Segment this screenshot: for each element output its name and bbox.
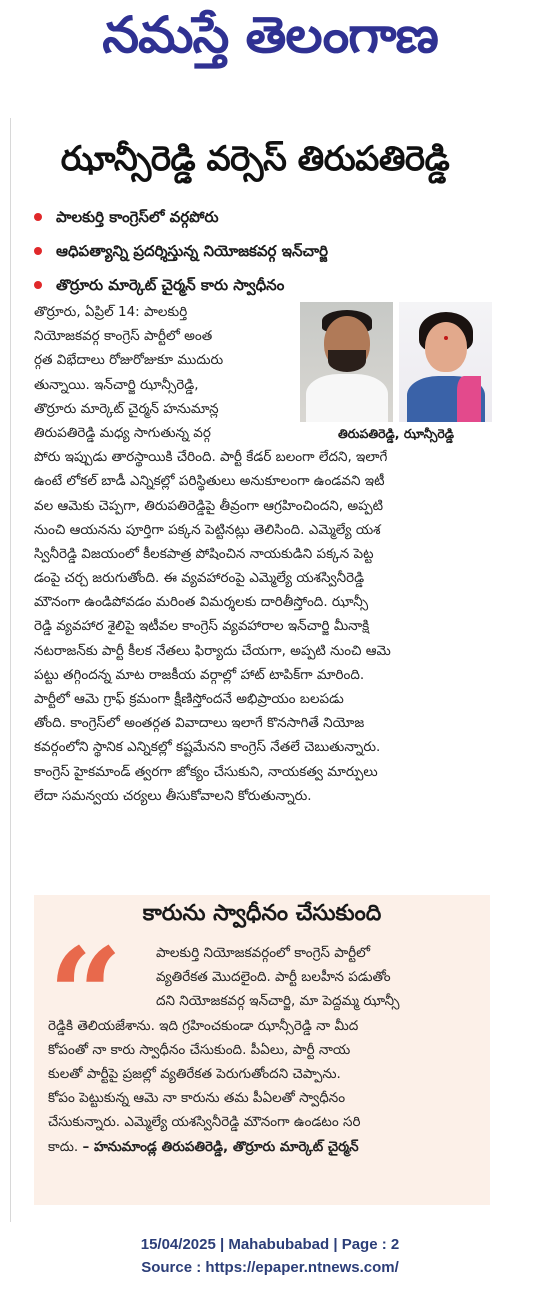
quote-last-line-prefix: కాదు.: [48, 1138, 79, 1155]
quote-line: పాలకుర్తి నియోజకవర్గంలో కాంగ్రెస్ పార్టీలో: [156, 945, 371, 961]
article-headline: ఝాన్సీరెడ్డి వర్సెస్ తిరుపతిరెడ్డి: [60, 139, 450, 179]
bullet-text: ఆధిపత్యాన్ని ప్రదర్శిస్తున్న నియోజకవర్గ ఇన్‌చార్జి: [56, 242, 328, 260]
body-line: కాంగ్రెస్ హైకమాండ్ త్వరగా జోక్యం చేసుకుని, నాయకత్వ మార్పులు: [34, 763, 378, 780]
quote-text: [48, 941, 480, 1159]
quote-last-line: [48, 1135, 480, 1159]
bullet-item: [30, 268, 490, 302]
bullet-dot-icon: [34, 281, 42, 289]
masthead-title: నమస్తే తెలంగాణ: [102, 6, 438, 64]
body-line: మౌనంగా ఉండిపోవడం మరింత విమర్శలకు దారితీస్తోంది. ఝాన్సీ: [34, 594, 369, 611]
body-line: తున్నాయి. ఇన్‌చార్జి ఝాన్సీరెడ్డి,: [34, 376, 199, 393]
quote-attribution: – హనుమాండ్ల తిరుపతిరెడ్డి, తొర్రూరు మార్కెట్ చైర్మన్: [82, 1138, 359, 1155]
body-line: తిరుపతిరెడ్డి మధ్య సాగుతున్న వర్గ: [34, 424, 211, 441]
bullet-item: [30, 200, 490, 234]
bullet-dot-icon: [34, 247, 42, 255]
quote-line: దని నియోజకవర్గ ఇన్‌చార్జి, మా పెద్దమ్మ ఝాన్సీ: [156, 993, 400, 1010]
body-line: పట్టు తగ్గిందన్న మాట రాజకీయ వర్గాల్లో హాట్ టాపిక్‌గా మారింది.: [34, 666, 365, 683]
body-line: తొర్రూరు మార్కెట్ చైర్మన్ హనుమాన్ల: [34, 400, 219, 417]
article-bullets: [30, 200, 490, 302]
body-line: స్వినీరెడ్డి విజయంలో కీలకపాత్ర పోషించిన నాయకుడిని పక్కన పెట్ట: [34, 545, 374, 562]
body-line: నియోజకవర్గ కాంగ్రెస్ పార్టీలో అంత: [34, 328, 213, 345]
footer-source-line[interactable]: Source : https://epaper.ntnews.com/: [141, 1259, 399, 1276]
body-line: ఉంటే లోకల్ బాడీ ఎన్నికల్లో పరిస్థితులు అనుకూలంగా ఉండవని ఇటీ: [34, 473, 385, 490]
footer-date-line: 15/04/2025 | Mahabubabad | Page : 2: [140, 1236, 400, 1253]
body-line: తోంది. కాంగ్రెస్‌లో అంతర్గత వివాదాలు ఇలాగే కొనసాగితే నియోజ: [34, 715, 365, 732]
quote-line: వ్యతిరేకత మొదలైంది. పార్టీ బలహీన పడుతోం: [156, 969, 391, 986]
quote-line: చేసుకున్నారు. ఎమ్మెల్యే యశస్వినీరెడ్డి మౌనంగా ఉండటం సరి: [48, 1114, 361, 1131]
body-line: లేదా సమన్వయ చర్యలు తీసుకోవాలని కోరుతున్నారు.: [34, 787, 312, 804]
bullet-text: తొర్రూరు మార్కెట్ చైర్మన్ కారు స్వాధీనం: [56, 276, 285, 294]
quote-line: కులతో పార్టీపై ప్రజల్లో వ్యతిరేకత పెరుగుతోందని చెప్పాను.: [48, 1065, 341, 1082]
body-line: డంపై చర్చ జరుగుతోంది. ఈ వ్యవహారంపై ఎమ్మెల్యే యశస్వినీరెడ్డి: [34, 570, 365, 587]
body-line: ర్గత విభేదాలు రోజురోజుకూ ముదురు: [34, 352, 224, 369]
body-line: తొర్రూరు, ఏప్రిల్ 14: పాలకుర్తి: [34, 304, 188, 320]
body-line: నటరాజన్‌కు పార్టీ కీలక నేతలు ఫిర్యాదు చేయగా, అప్పటి నుంచి ఆమె: [34, 642, 391, 659]
quote-line: రెడ్డికి తెలియజేశాను. ఇది గ్రహించకుండా ఝాన్సీరెడ్డి నా మీద: [48, 1017, 359, 1034]
body-line: నుంచి ఆయనను పూర్తిగా పక్కన పెట్టినట్లు తెలిసింది. ఎమ్మెల్యే యశ: [34, 521, 381, 538]
bullet-text: పాలకుర్తి కాంగ్రెస్‌లో వర్గపోరు: [56, 208, 219, 226]
quote-line: కోపంతో నా కారు స్వాధీనం చేసుకుంది. పీఏలు, పార్టీ నాయ: [48, 1041, 351, 1058]
body-line: పోరు ఇప్పుడు తారస్థాయికి చేరింది. పార్టీ కేడర్ బలంగా లేదని, ఇలాగే: [34, 449, 388, 466]
bullet-item: [30, 234, 490, 268]
quote-line: కోపం పెట్టుకున్న ఆమె నా కారును తమ పీఏలతో స్వాధీనం: [48, 1090, 346, 1107]
bullet-dot-icon: [34, 213, 42, 221]
body-line: పార్టీలో ఆమె గ్రాఫ్ క్రమంగా క్షీణిస్తోందనే అభిప్రాయం బలపడు: [34, 691, 344, 707]
quote-box: [34, 895, 490, 1205]
article-body: [34, 300, 494, 808]
quote-title: కారును స్వాధీనం చేసుకుంది: [142, 901, 382, 926]
body-line: వల ఆమెకు చెప్పగా, తిరుపతిరెడ్డిపై తీవ్రంగా ఆగ్రహించిందని, అప్పటి: [34, 497, 384, 514]
quote-mark-icon: “: [48, 919, 123, 1072]
photo-caption: తిరుపతిరెడ్డి, ఝాన్సీరెడ్డి: [337, 426, 455, 441]
body-line: రెడ్డి వ్యవహార శైలిపై ఇటీవల కాంగ్రెస్ వ్యవహారాల ఇన్‌చార్జి మీనాక్షి: [34, 618, 370, 635]
masthead: [0, 0, 540, 104]
body-line: కవర్గంలోని స్థానిక ఎన్నికల్లో కష్టమేనని కాంగ్రెస్ నేతలే చెబుతున్నారు.: [34, 739, 381, 756]
